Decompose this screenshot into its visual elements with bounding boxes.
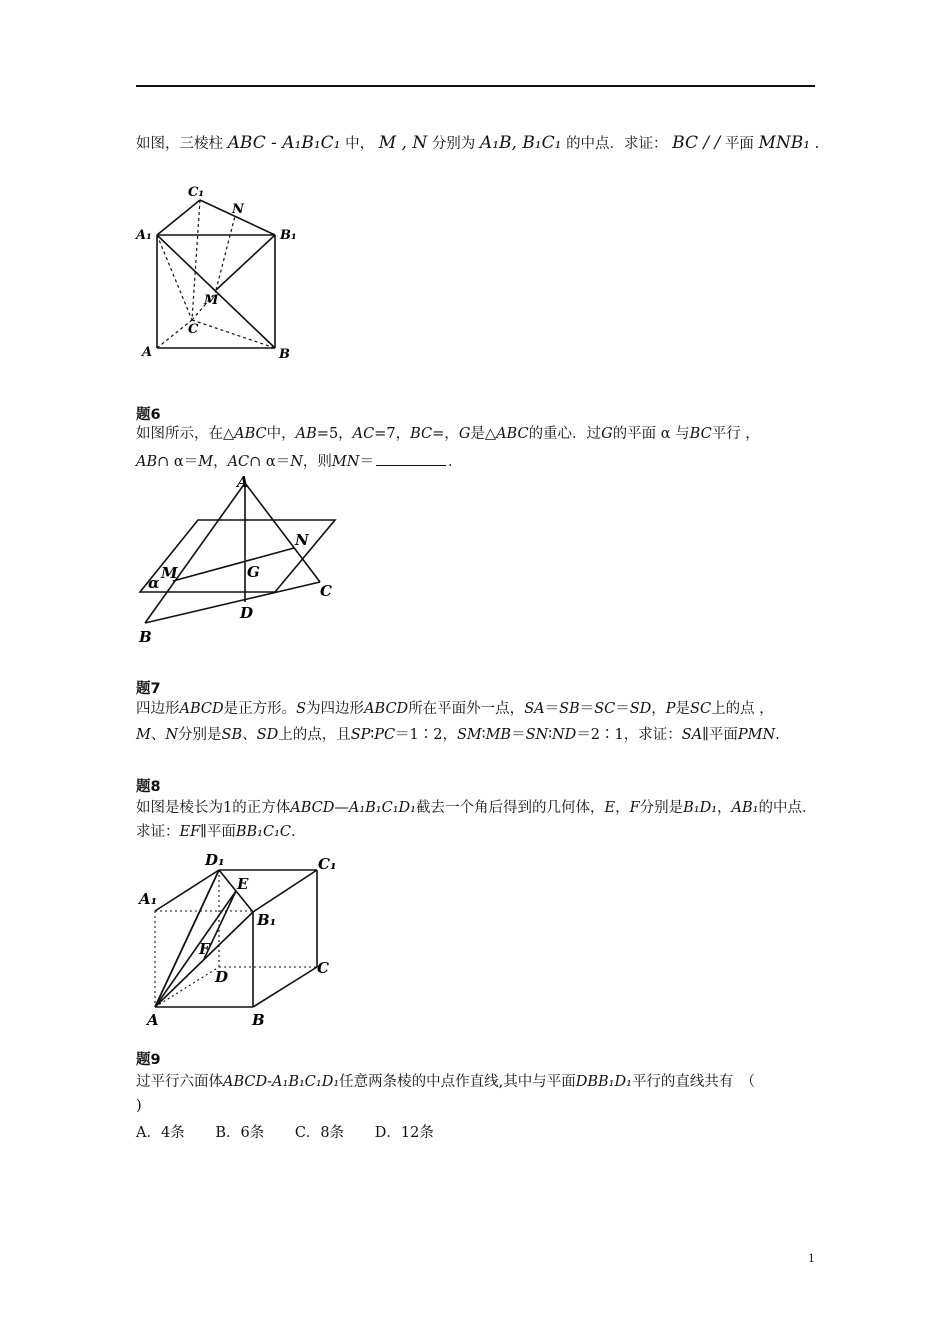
question-9-line-1 [136, 1072, 755, 1092]
question-6-line-1 [136, 424, 760, 444]
q6-var: ABC [234, 426, 267, 442]
q6-var: MN [331, 454, 360, 470]
question-9-line-2: ) [136, 1098, 142, 1114]
fig6-label-c: C [320, 582, 332, 600]
q8-var: BB₁C₁C [235, 824, 291, 840]
q8-text: ， [717, 800, 732, 816]
q7-text: 、 [150, 727, 166, 743]
q8-var: ABCD [290, 800, 335, 816]
q6-text: 是△ [470, 426, 497, 442]
choice-c: C．8条 [294, 1125, 345, 1141]
q7-var: SA [681, 727, 703, 743]
question-7-heading: 题7 [136, 681, 161, 697]
q7-var: ABCD [364, 701, 409, 717]
problem-5-text [136, 133, 819, 154]
q7-var: SB [559, 701, 580, 717]
q7-var: SC [690, 701, 712, 717]
q7-text: 四边形 [136, 701, 180, 717]
q6-text: =5， [316, 426, 353, 442]
q6-var: M [198, 454, 214, 470]
p5-math-bc: BC / / [672, 133, 721, 153]
q7-var: ND [551, 727, 577, 743]
q9-var: DBB₁D₁ [575, 1074, 632, 1090]
plane-triangle-figure [130, 470, 360, 645]
p5-text-1: 如图，三棱柱 [136, 136, 223, 152]
q6-text: ， [213, 454, 228, 470]
q9-text: 平行的直线共有 （ [631, 1074, 756, 1090]
q7-text: 所在平面外一点， [408, 701, 525, 717]
q6-text: =7， [374, 426, 411, 442]
q7-text: 上的点 ， [711, 701, 774, 717]
q7-text: ＝ [615, 701, 630, 717]
fig5-label-c1: C₁ [188, 185, 205, 200]
q6-text: 平行 ， [711, 426, 760, 442]
fig6-label-alpha: α [148, 574, 160, 592]
fig6-label-g: G [247, 563, 260, 581]
q7-text: 是正方形。 [223, 701, 297, 717]
fig6-label-m: M [161, 564, 178, 582]
choice-b: B．6条 [215, 1125, 265, 1141]
question-7-line-1 [136, 699, 774, 719]
q7-var: SN [525, 727, 549, 743]
prism-figure [130, 180, 310, 370]
q6-var: ABC [496, 426, 529, 442]
q7-var: SB [221, 727, 243, 743]
fig8-label-c: C [317, 959, 329, 977]
fig8-label-b: B [252, 1011, 265, 1029]
q6-text: ． [447, 454, 463, 470]
q7-var: P [665, 701, 676, 717]
q8-var: E [604, 800, 616, 816]
q6-var: G [601, 426, 613, 442]
q7-var: SP [350, 727, 371, 743]
q6-text: 的重心．过 [528, 426, 602, 442]
fig8-label-d: D [215, 968, 229, 986]
q6-var: BC [410, 426, 433, 442]
question-6-line-2 [136, 451, 462, 472]
q7-text: ＝ [511, 727, 526, 743]
p5-text-4: 的中点．求证： [566, 136, 668, 152]
q6-var: BC [689, 426, 712, 442]
q7-text: ∶ [548, 727, 552, 743]
q7-text: 为四边形 [306, 701, 365, 717]
fig6-label-n: N [295, 531, 309, 549]
fig5-label-a1: A₁ [136, 228, 152, 243]
fig5-label-b1: B₁ [280, 228, 297, 243]
q7-text: 、 [242, 727, 257, 743]
question-9-choices [136, 1123, 434, 1143]
q9-var: ABCD [223, 1074, 268, 1090]
question-8-line-1 [136, 798, 817, 818]
question-7-line-2 [136, 725, 780, 745]
fig5-label-m: M [204, 293, 219, 308]
fig5-label-n: N [232, 202, 244, 217]
fig5-label-a: A [142, 345, 153, 360]
q7-var: PC [374, 727, 396, 743]
q7-var: SD [629, 701, 652, 717]
p5-math-plane: MNB₁ [758, 133, 811, 153]
q7-var: PMN [737, 727, 776, 743]
q9-text: - [267, 1074, 273, 1090]
q8-var: EF [179, 824, 201, 840]
q7-text: ∶ [481, 727, 486, 743]
q7-text: ＝ [544, 701, 560, 717]
fig5-label-c: C [188, 322, 199, 337]
page-number: 1 [808, 1250, 815, 1265]
q8-var: A₁B₁C₁D₁ [348, 800, 416, 816]
q8-text: — [334, 800, 349, 816]
q7-var: MB [485, 727, 512, 743]
q8-text: . [291, 824, 296, 840]
q8-var: B₁D₁ [683, 800, 718, 816]
fig8-label-f: F [199, 940, 210, 958]
q7-text: . [775, 727, 780, 743]
q6-text: 中， [266, 426, 296, 442]
fig8-label-a: A [147, 1011, 159, 1029]
answer-blank [376, 451, 446, 466]
q7-var: SD [256, 727, 279, 743]
fig6-label-b: B [139, 628, 152, 646]
q7-var: M [136, 727, 151, 743]
question-8-line-2 [136, 822, 296, 842]
choice-a: A．4条 [136, 1125, 185, 1141]
q7-text: ， [651, 701, 666, 717]
q6-text: ＝ [359, 454, 374, 470]
truncated-cube-figure [135, 845, 345, 1030]
q7-text: 是 [675, 701, 691, 717]
q7-var: N [165, 727, 179, 743]
q9-var: A₁B₁C₁D₁ [272, 1074, 340, 1090]
choice-d: D．12条 [374, 1125, 434, 1141]
q9-text: 任意两条棱的中点作直线,其中与平面 [339, 1074, 576, 1090]
p5-math-mn: M , N [378, 133, 428, 153]
p5-text-3: 分别为 [431, 136, 476, 152]
question-8-heading: 题8 [136, 779, 161, 795]
p5-text-5: 平面 [724, 136, 754, 152]
p5-text-2: 中， [345, 136, 375, 152]
q7-text: ＝1∶2， [395, 727, 457, 743]
q7-var: SA [524, 701, 545, 717]
q8-text: ， [615, 800, 630, 816]
q6-var: AC [227, 454, 250, 470]
q6-text: ∩ α＝ [249, 454, 291, 470]
fig6-label-d: D [240, 604, 254, 622]
q7-text: ∶ [370, 727, 375, 743]
p5-text-6: . [814, 136, 820, 152]
q7-text: 分别是 [178, 727, 222, 743]
q7-text: ＝ [579, 701, 595, 717]
q6-text: 如图所示，在△ [136, 426, 235, 442]
q7-text: ∥平面 [702, 727, 738, 743]
q6-var: AB [136, 454, 158, 470]
fig8-label-e: E [237, 875, 249, 893]
q9-text: 过平行六面体 [136, 1074, 223, 1090]
p5-math-prism: ABC - A₁B₁C₁ [227, 133, 341, 153]
q7-text: ＝2∶1，求证： [576, 727, 682, 743]
q8-text: 如图是棱长为1的正方体 [136, 800, 291, 816]
q8-text: ∥平面 [200, 824, 236, 840]
q8-text: 的中点． [758, 800, 817, 816]
header-rule [136, 85, 815, 87]
q7-var: SM [457, 727, 482, 743]
fig5-label-b: B [279, 347, 290, 362]
q6-var: N [290, 454, 303, 470]
fig8-label-b1: B₁ [257, 911, 277, 929]
q6-var: AB [295, 426, 317, 442]
q7-var: SC [594, 701, 616, 717]
q6-text: ，则 [302, 454, 332, 470]
fig6-label-a: A [237, 473, 249, 491]
p5-math-segments: A₁B, B₁C₁ [479, 133, 562, 153]
q7-var: ABCD [179, 701, 224, 717]
fig8-label-d1: D₁ [205, 851, 225, 869]
q8-text: 分别是 [639, 800, 684, 816]
q8-text: 截去一个角后得到的几何体， [415, 800, 605, 816]
q8-var: AB₁ [731, 800, 759, 816]
q8-text: 求证： [136, 824, 180, 840]
fig8-label-c1: C₁ [318, 855, 337, 873]
fig8-label-a1: A₁ [139, 890, 158, 908]
q6-var: G [458, 426, 471, 442]
q6-text: ∩ α＝ [157, 454, 199, 470]
q7-var: S [296, 701, 307, 717]
question-9-heading: 题9 [136, 1052, 161, 1068]
q6-text: 的平面 α 与 [612, 426, 690, 442]
q6-text: =， [432, 426, 459, 442]
question-6-heading: 题6 [136, 407, 161, 423]
q8-var: F [629, 800, 640, 816]
q6-var: AC [352, 426, 375, 442]
q7-text: 上的点，且 [278, 727, 351, 743]
